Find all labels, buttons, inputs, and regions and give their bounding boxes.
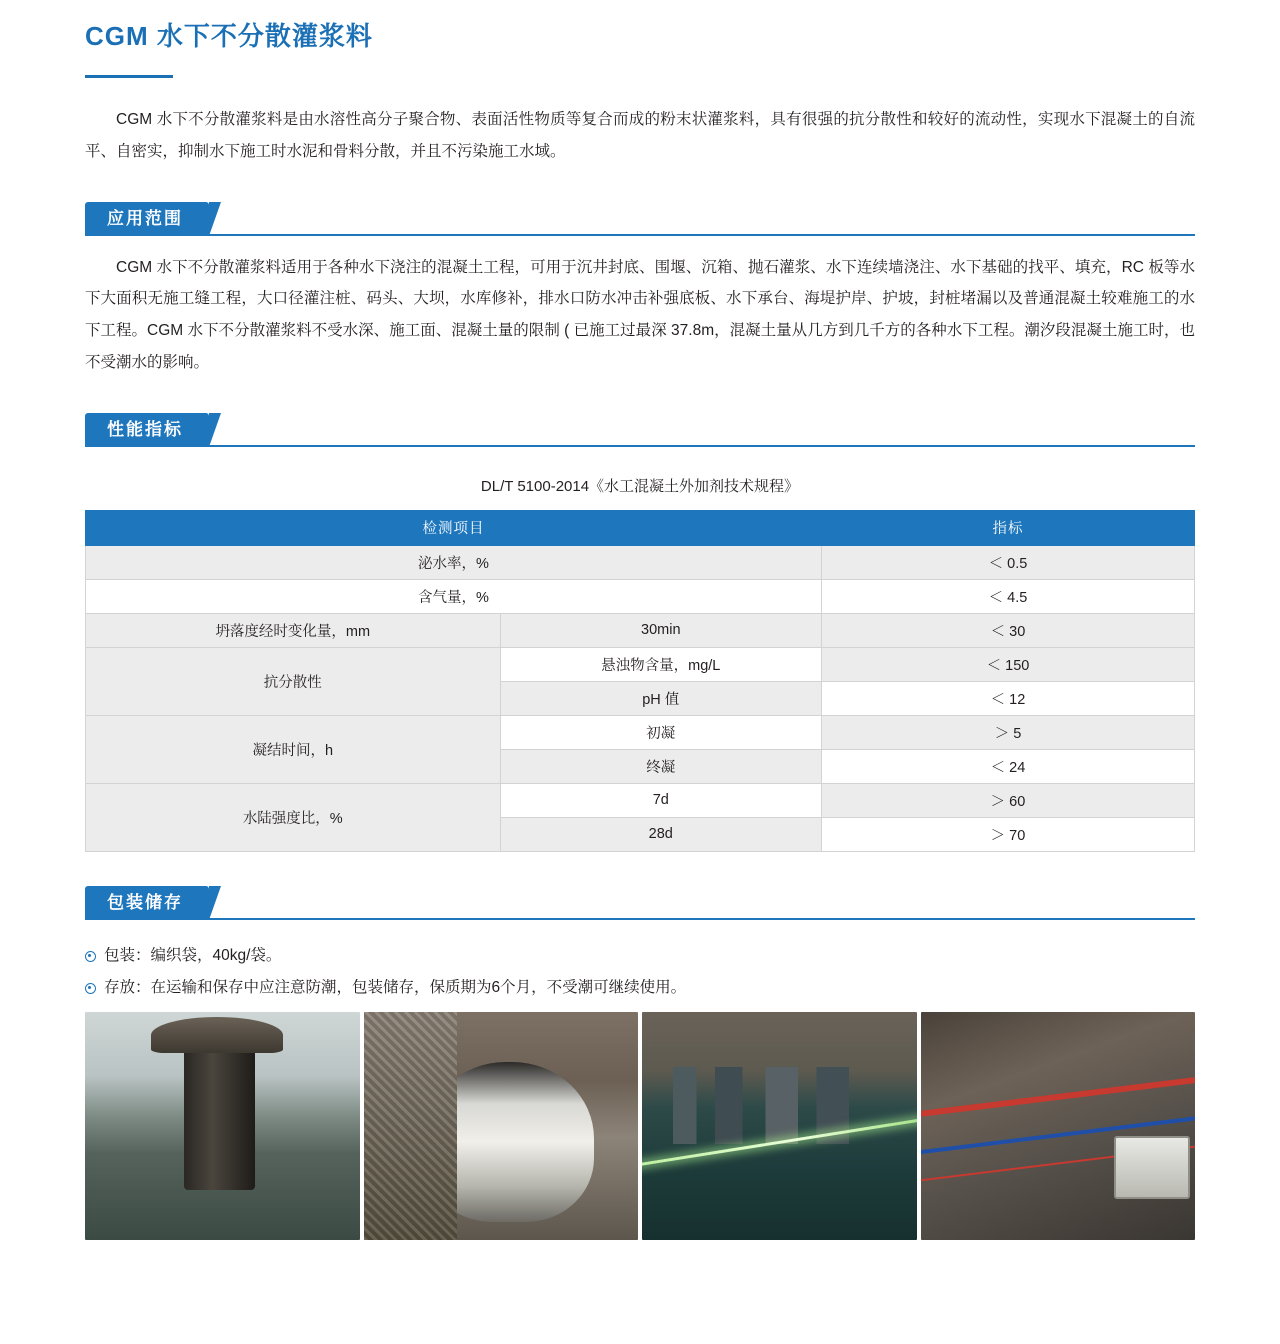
table-cell-value: ＜ 150	[822, 647, 1195, 681]
packaging-list	[85, 940, 1195, 1005]
table-cell-value: ＞ 70	[822, 817, 1195, 851]
section-title-performance: 性能指标	[85, 413, 209, 447]
section-rule	[85, 234, 1195, 236]
title-underline	[85, 75, 173, 78]
table-row	[86, 579, 1195, 613]
table-header-row	[86, 510, 1195, 545]
table-cell-value: ＜ 12	[822, 681, 1195, 715]
section-rule	[85, 445, 1195, 447]
table-cell-value: ＜ 0.5	[822, 545, 1195, 579]
bullet-icon	[85, 951, 96, 962]
table-row	[86, 715, 1195, 749]
photo-strip	[85, 1012, 1195, 1240]
table-cell-sub: 终凝	[500, 749, 821, 783]
table-row	[86, 647, 1195, 681]
application-body: CGM 水下不分散灌浆料适用于各种水下浇注的混凝土工程，可用于沉井封底、围堰、沉箱、抛石灌浆、水下连续墙浇注、水下基础的找平、填充，RC 板等水下大面积无施工缝工程，大口径灌注桩、码头、大坝，水库修补，排水口防水冲击补强底板、水下承台、海堤护岸、护坡，封桩堵漏以及普通混凝土较难施工的水下工程。CGM 水下不分散灌浆料不受水深、施工面、混凝土量的限制 ( 已施工过最深 37.8m，混凝土量从几方到几千方的各种水下工程。潮汐段混凝土施工时，也不受潮水的影响。	[85, 258, 1195, 371]
table-cell-item: 水陆强度比，%	[86, 783, 501, 851]
table-cell-value: ＜ 30	[822, 613, 1195, 647]
performance-table	[85, 510, 1195, 852]
table-cell-value: ＞ 5	[822, 715, 1195, 749]
section-header-performance	[85, 413, 1195, 447]
section-title-packaging: 包装储存	[85, 886, 209, 920]
table-cell-item: 含气量，%	[86, 579, 822, 613]
list-item	[85, 972, 1195, 1005]
list-item-label: 存放：在运输和保存中应注意防潮，包装储存，保质期为6个月，不受潮可继续使用。	[104, 979, 687, 997]
photo-shaft-bottom	[921, 1012, 1196, 1240]
section-header-application	[85, 202, 1195, 236]
list-item	[85, 940, 1195, 973]
table-cell-value: ＜ 24	[822, 749, 1195, 783]
section-header-packaging	[85, 886, 1195, 920]
table-cell-sub: pH 值	[500, 681, 821, 715]
bullet-icon	[85, 983, 96, 994]
list-item-label: 包装：编织袋，40kg/袋。	[104, 946, 282, 964]
table-cell-item: 抗分散性	[86, 647, 501, 715]
table-row	[86, 613, 1195, 647]
photo-bridge-piers-water	[642, 1012, 917, 1240]
table-cell-value: ＜ 4.5	[822, 579, 1195, 613]
table-cell-item: 坍落度经时变化量，mm	[86, 613, 501, 647]
section-rule	[85, 918, 1195, 920]
photo-pile-repair	[364, 1012, 639, 1240]
section-title-application: 应用范围	[85, 202, 209, 236]
standard-reference: DL/T 5100-2014《水工混凝土外加剂技术规程》	[480, 477, 800, 495]
table-cell-sub: 30min	[500, 613, 821, 647]
table-cell-sub: 初凝	[500, 715, 821, 749]
photo-underwater-pier	[85, 1012, 360, 1240]
table-cell-sub: 7d	[500, 783, 821, 817]
table-header-index: 指标	[822, 510, 1195, 545]
table-cell-value: ＞ 60	[822, 783, 1195, 817]
page-title: CGM 水下不分散灌浆料	[85, 21, 373, 51]
table-cell-sub: 悬浊物含量，mg/L	[500, 647, 821, 681]
intro-paragraph: CGM 水下不分散灌浆料是由水溶性高分子聚合物、表面活性物质等复合而成的粉末状灌浆料，具有很强的抗分散性和较好的流动性，实现水下混凝土的自流平、自密实，抑制水下施工时水泥和骨料分散，并且不污染施工水域。	[85, 111, 1195, 160]
table-cell-sub: 28d	[500, 817, 821, 851]
table-row	[86, 545, 1195, 579]
table-cell-item: 凝结时间，h	[86, 715, 501, 783]
table-row	[86, 783, 1195, 817]
table-cell-item: 泌水率，%	[86, 545, 822, 579]
table-header-item: 检测项目	[86, 510, 822, 545]
